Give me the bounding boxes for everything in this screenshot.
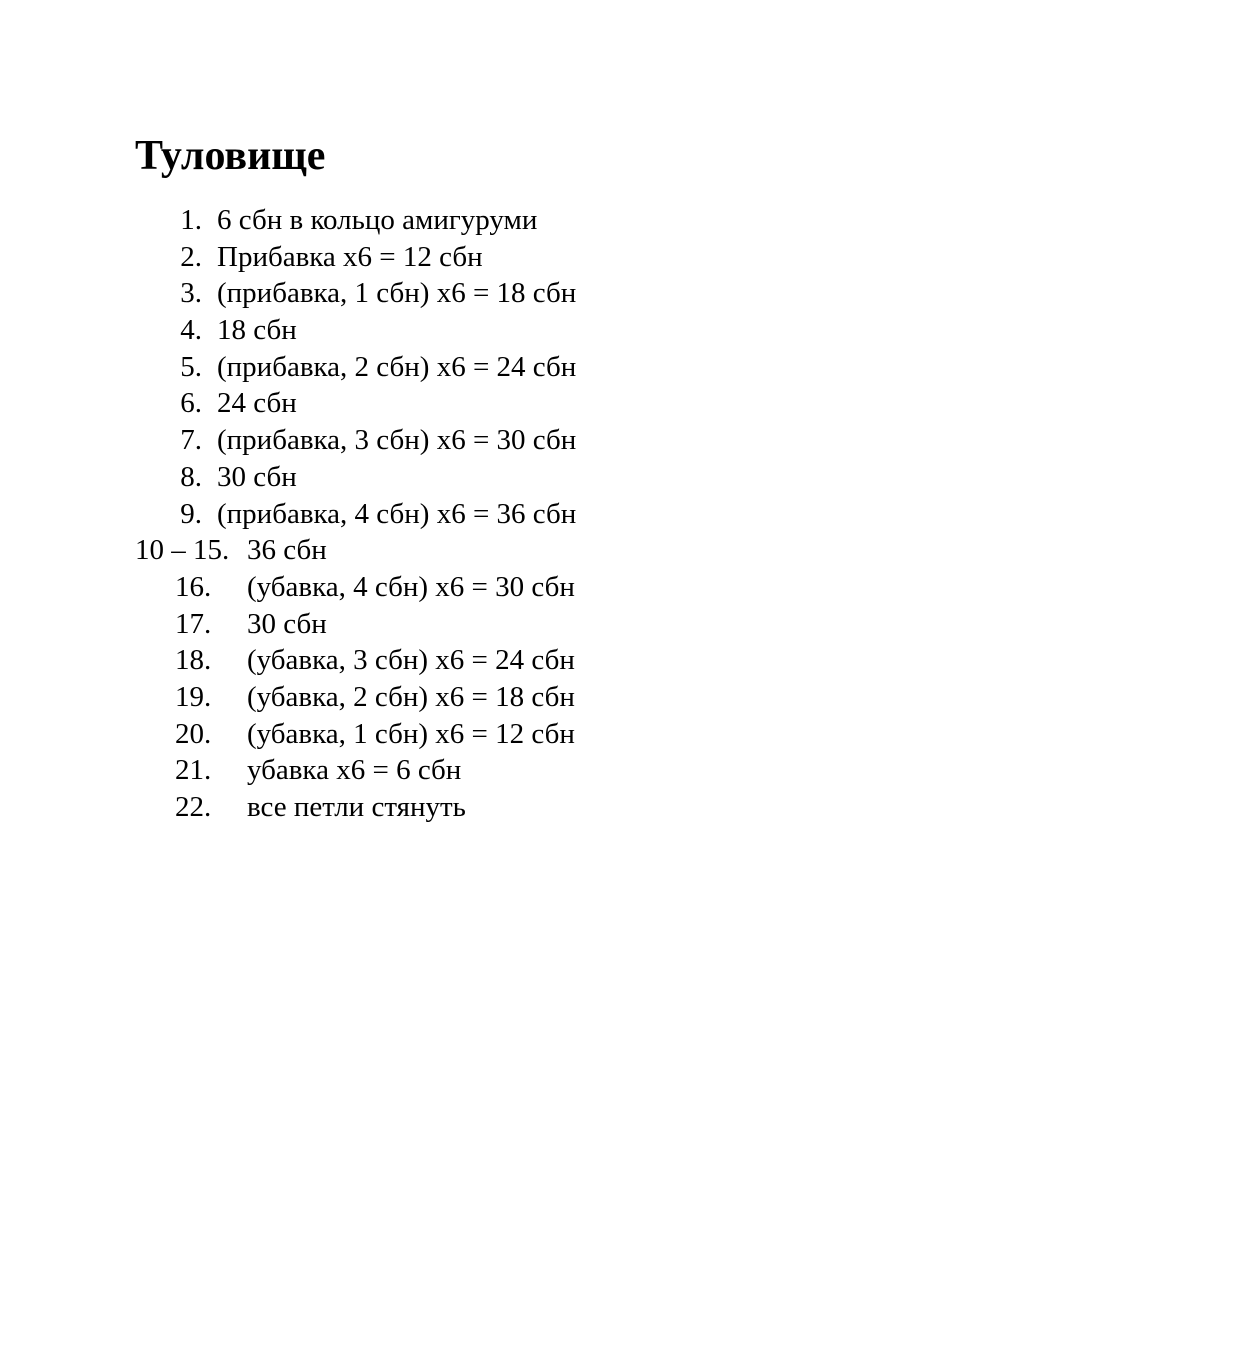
list-item [0, 349, 900, 386]
step-number: 3. [180, 277, 202, 310]
step-number: 2. [180, 240, 202, 273]
step-text: 18 сбн [217, 314, 297, 347]
list-item [0, 459, 900, 496]
step-text: (убавка, 1 сбн) x6 = 12 сбн [247, 717, 575, 750]
list-item [0, 752, 900, 789]
step-text: (убавка, 4 сбн) x6 = 30 сбн [247, 570, 575, 603]
step-number: 8. [180, 460, 202, 493]
step-text: Прибавка x6 = 12 сбн [217, 240, 483, 273]
list-item [0, 606, 900, 643]
step-text: (прибавка, 3 сбн) x6 = 30 сбн [217, 424, 577, 457]
step-text: (прибавка, 2 сбн) x6 = 24 сбн [217, 350, 577, 383]
step-text: убавка x6 = 6 сбн [247, 754, 462, 787]
step-text: (убавка, 2 сбн) x6 = 18 сбн [247, 680, 575, 713]
step-text: все петли стянуть [247, 791, 466, 823]
list-item [0, 496, 900, 533]
step-text: 30 сбн [247, 607, 327, 640]
step-number: 5. [180, 350, 202, 383]
step-number: 7. [180, 424, 202, 457]
step-number: 17. [175, 607, 212, 640]
list-item [0, 275, 900, 312]
step-text: (прибавка, 4 сбн) x6 = 36 сбн [217, 497, 577, 530]
step-number: 21. [175, 754, 212, 787]
list-item [0, 532, 900, 569]
list-item [0, 642, 900, 679]
step-text: 6 сбн в кольцо амигуруми [217, 204, 538, 236]
list-item [0, 789, 900, 826]
step-text: (убавка, 3 сбн) x6 = 24 сбн [247, 644, 575, 677]
step-number: 20. [175, 717, 212, 750]
step-text: (прибавка, 1 сбн) x6 = 18 сбн [217, 277, 577, 310]
list-item [0, 239, 900, 276]
step-text: 24 сбн [217, 387, 297, 420]
list-item [0, 422, 900, 459]
step-number: 9. [180, 497, 202, 530]
step-number: 6. [180, 387, 202, 420]
step-text: 30 сбн [217, 460, 297, 493]
step-number: 1. [180, 204, 202, 236]
list-item [0, 312, 900, 349]
list-item [0, 679, 900, 716]
step-number: 4. [180, 314, 202, 347]
section-title: Туловище [135, 133, 326, 179]
list-item [0, 716, 900, 753]
step-number: 10 – 15. [135, 534, 230, 567]
step-number: 22. [175, 791, 212, 823]
step-number: 19. [175, 680, 212, 713]
list-item [0, 202, 900, 239]
step-text: 36 сбн [247, 534, 327, 567]
step-number: 18. [175, 644, 212, 677]
list-item [0, 569, 900, 606]
list-item [0, 385, 900, 422]
step-number: 16. [175, 570, 212, 603]
steps-list [0, 202, 900, 826]
